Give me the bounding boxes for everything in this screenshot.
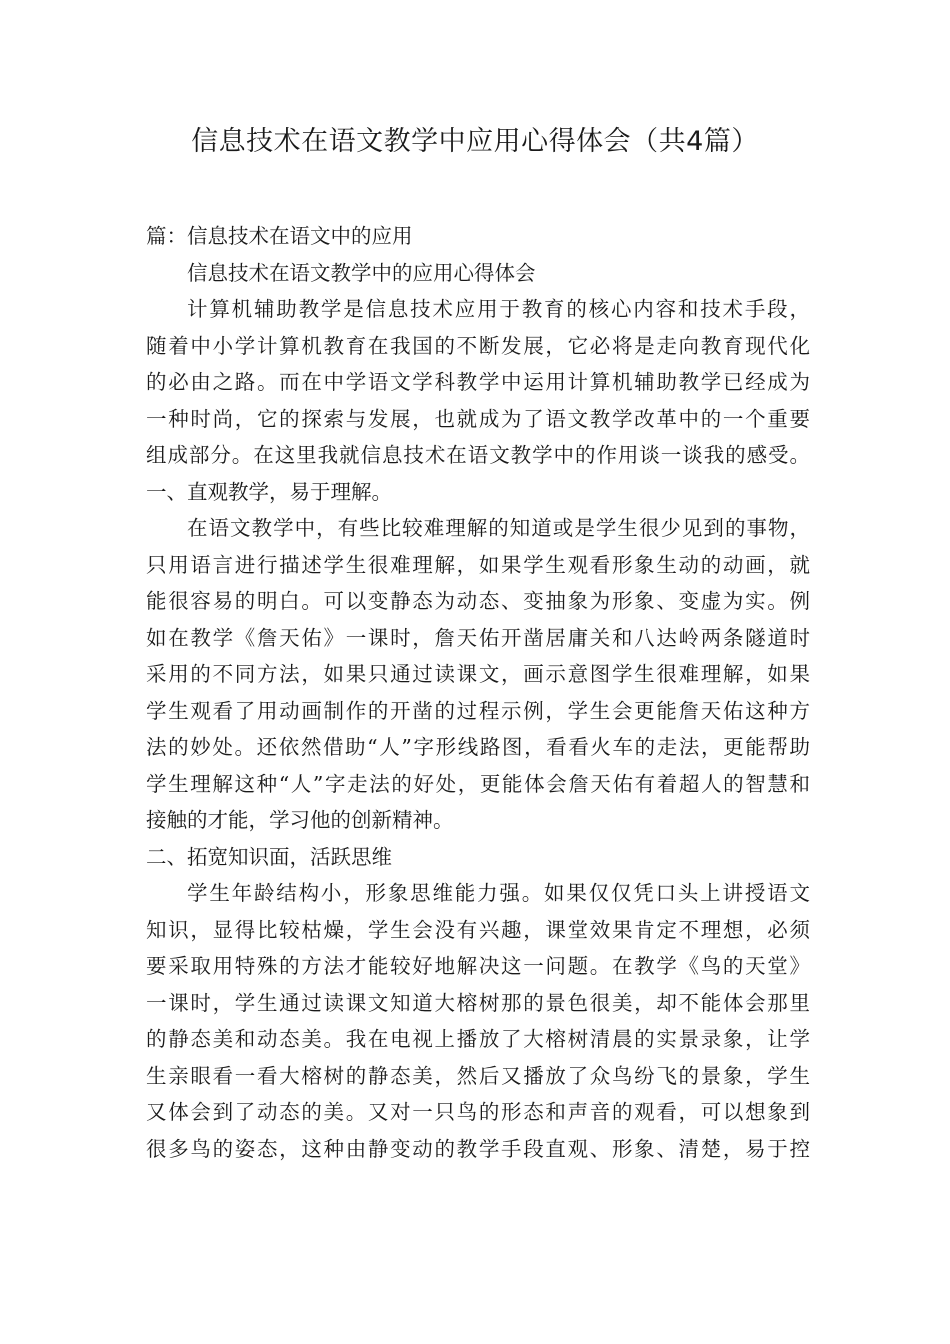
text-line: 很多鸟的姿态，这种由静变动的教学手段直观、形象、清楚，易于控 — [146, 1136, 810, 1161]
text-line: 采用的不同方法，如果只通过读课文，画示意图学生很难理解，如果 — [146, 662, 810, 686]
text-line: 随着中小学计算机教育在我国的不断发展，它必将是走向教育现代化 — [146, 333, 810, 358]
text-line: 能很容易的明白。可以变静态为动态、变抽象为形象、变虚为实。例 — [146, 589, 810, 613]
text-line: 又体会到了动态的美。又对一只鸟的形态和声音的观看，可以想象到 — [146, 1100, 810, 1124]
text-line: 在语文教学中，有些比较难理解的知道或是学生很少见到的事物， — [187, 516, 810, 540]
text-line: 学生理解这种“人”字走法的好处，更能体会詹天佑有着超人的智慧和 — [146, 771, 810, 796]
text-line: 学生年龄结构小，形象思维能力强。如果仅仅凭口头上讲授语文 — [187, 881, 810, 905]
text-line: 生亲眼看一看大榕树的静态美，然后又播放了众鸟纷飞的景象，学生 — [146, 1063, 810, 1088]
document-title: 信息技术在语文教学中应用心得体会（共4篇） — [191, 126, 759, 157]
text-line: 篇：信息技术在语文中的应用 — [146, 224, 413, 248]
text-line: 的静态美和动态美。我在电视上播放了大榕树清晨的实景录象，让学 — [146, 1027, 810, 1051]
text-line: 学生观看了用动画制作的开凿的过程示例，学生会更能詹天佑这种方 — [146, 698, 810, 723]
text-line: 一种时尚，它的探索与发展，也就成为了语文教学改革中的一个重要 — [146, 406, 810, 431]
text-line: 如在教学《詹天佑》一课时，詹天佑开凿居庸关和八达岭两条隧道时 — [146, 625, 810, 650]
text-line: 要采取用特殊的方法才能较好地解决这一问题。在教学《鸟的天堂》 — [146, 954, 810, 978]
document-body — [146, 218, 810, 1167]
text-line: 的必由之路。而在中学语文学科教学中运用计算机辅助教学已经成为 — [146, 370, 810, 394]
text-line: 法的妙处。还依然借助“人”字形线路图，看看火车的走法，更能帮助 — [146, 735, 810, 759]
text-line: 二、拓宽知识面，活跃思维 — [146, 844, 392, 869]
text-line: 信息技术在语文教学中的应用心得体会 — [187, 260, 536, 285]
text-line: 接触的才能，学习他的创新精神。 — [146, 808, 454, 832]
text-line: 计算机辅助教学是信息技术应用于教育的核心内容和技术手段， — [187, 297, 810, 321]
text-line: 只用语言进行描述学生很难理解，如果学生观看形象生动的动画，就 — [146, 552, 810, 577]
text-line: 组成部分。在这里我就信息技术在语文教学中的作用谈一谈我的感受。 — [146, 443, 810, 467]
text-line: 一、直观教学，易于理解。 — [146, 479, 392, 504]
text-line: 一课时，学生通过读课文知道大榕树那的景色很美，却不能体会那里 — [146, 990, 810, 1015]
text-line: 知识，显得比较枯燥，学生会没有兴趣，课堂效果肯定不理想，必须 — [146, 917, 810, 942]
